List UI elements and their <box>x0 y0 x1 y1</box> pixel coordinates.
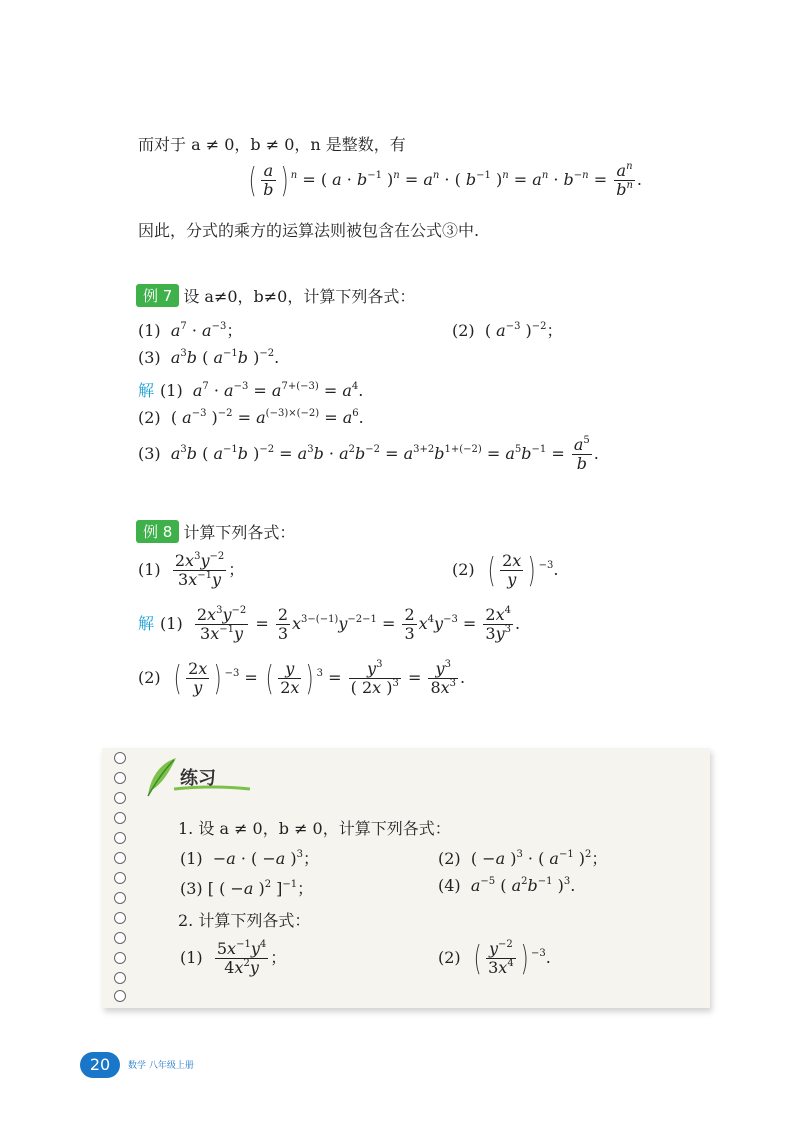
exercise-q1-item-3: (3) [ ( −a )$^2$ ]$^{-1}$； <box>180 879 314 898</box>
example-7-heading <box>136 284 415 307</box>
binder-ring <box>114 972 126 984</box>
example-8-solution-1: 解 (1) $\frac{2x^3y^{-2}}{3x^{-1}y}$ = $\frac{2}{3}$ $x^{3-(-1)}y^{-2-1}$ = $\frac{2}{3}$ $x^4y^{-3}$ = $\frac{2x^4}{3y^3}$ . <box>138 605 521 643</box>
example-7-item-1: (1) $a^7 \cdot a^{-3}$； <box>138 321 243 340</box>
exercise-q2: 2. 计算下列各式： <box>178 911 311 930</box>
exercise-q1-item-1: (1) −a · ( −a )$^3$； <box>180 849 320 868</box>
example-8-solution-2: (2) ( $\frac{2x}{y}$ ) $^{-3}$ = ( $\frac{y}{2x}$ ) $^3$ = $\frac{y^3}{( 2x )^3}$ = $\frac{y^3}{8x^3}$ . <box>138 658 466 699</box>
exercise-q2-item-1: (1) $\frac{5x^{-1}y^4}{4x^2y}$ ； <box>180 939 287 977</box>
example-7-statement: 设 a≠0，b≠0，计算下列各式： <box>183 287 416 306</box>
binder-ring <box>114 792 126 804</box>
exercise-q1-item-4: (4) $a^{-5}$ ( $a^2b^{-1}$ )$^3$. <box>438 876 576 895</box>
exercise-title: 练习 <box>180 768 216 789</box>
book-title: 数学 八年级上册 <box>128 1061 194 1071</box>
example-7-solution-3: (3) $a^3b$ ( $a^{-1}b$ )$^{-2} = a^3b \cdot a^2b^{-2} = a^{3+2}b^{1+(-2)} = a^5b^{-1}$ = $\frac{a^5}{b}$ . <box>138 435 599 473</box>
example-8-jie: 解 <box>138 614 155 633</box>
example-8-tag: 例 8 <box>136 520 179 543</box>
exercise-q1: 1. 设 a ≠ 0，b ≠ 0，计算下列各式： <box>178 819 451 838</box>
intro-line-3: 因此，分式的乘方的运算法则被包含在公式③中. <box>138 221 480 240</box>
binder-ring <box>114 952 126 964</box>
example-8-heading <box>136 520 295 543</box>
intro-line-1: 而对于 a ≠ 0，b ≠ 0，n 是整数，有 <box>138 135 406 154</box>
example-8-item-1: (1) $\frac{2x^3y^{-2}}{3x^{-1}y}$ ； <box>138 551 245 589</box>
example-8-item-2: (2) ( $\frac{2x}{y}$ ) $^{-3}$. <box>452 550 559 591</box>
example-7-item-2: (2) ( $a^{-3}$ )$^{-2}$； <box>452 321 563 340</box>
binder-ring <box>114 872 126 884</box>
exercise-q1-item-2: (2) ( −a )$^3$ · ( $a^{-1}$ )$^2$； <box>438 849 608 868</box>
binder-ring <box>114 772 126 784</box>
binder-ring <box>114 990 126 1002</box>
example-7-jie: 解 <box>138 381 155 400</box>
example-7-solution-1: 解 (1) $a^7 \cdot a^{-3} = a^{7+(-3)} = a^4$. <box>138 381 364 400</box>
binder-ring <box>114 912 126 924</box>
example-7-item-3: (3) $a^3b$ ( $a^{-1}b$ )$^{-2}$. <box>138 348 280 367</box>
example-8-statement: 计算下列各式： <box>183 523 296 542</box>
formula-power-of-fraction: ( $\frac{a}{b}$ ) $^n$ = ( $a \cdot b^{-1}$ )$^n = a^n$ · ( $b^{-1}$ )$^n = a^n \cdot b^{-n}$ = $\frac{a^n}{b^n}$ . <box>248 160 642 201</box>
example-7-tag: 例 7 <box>136 284 179 307</box>
page-number: 20 <box>80 1052 120 1078</box>
binder-ring <box>114 852 126 864</box>
binder-ring <box>114 892 126 904</box>
exercise-q2-item-2: (2) ( $\frac{y^{-2}}{3x^4}$ ) $^{-3}$. <box>438 938 551 979</box>
example-7-solution-2: (2) ( $a^{-3}$ )$^{-2} = a^{(-3)\times(-2)} = a^6$. <box>138 408 364 427</box>
binder-ring <box>114 832 126 844</box>
binder-ring <box>114 932 126 944</box>
binder-ring <box>114 752 126 764</box>
binder-ring <box>114 812 126 824</box>
